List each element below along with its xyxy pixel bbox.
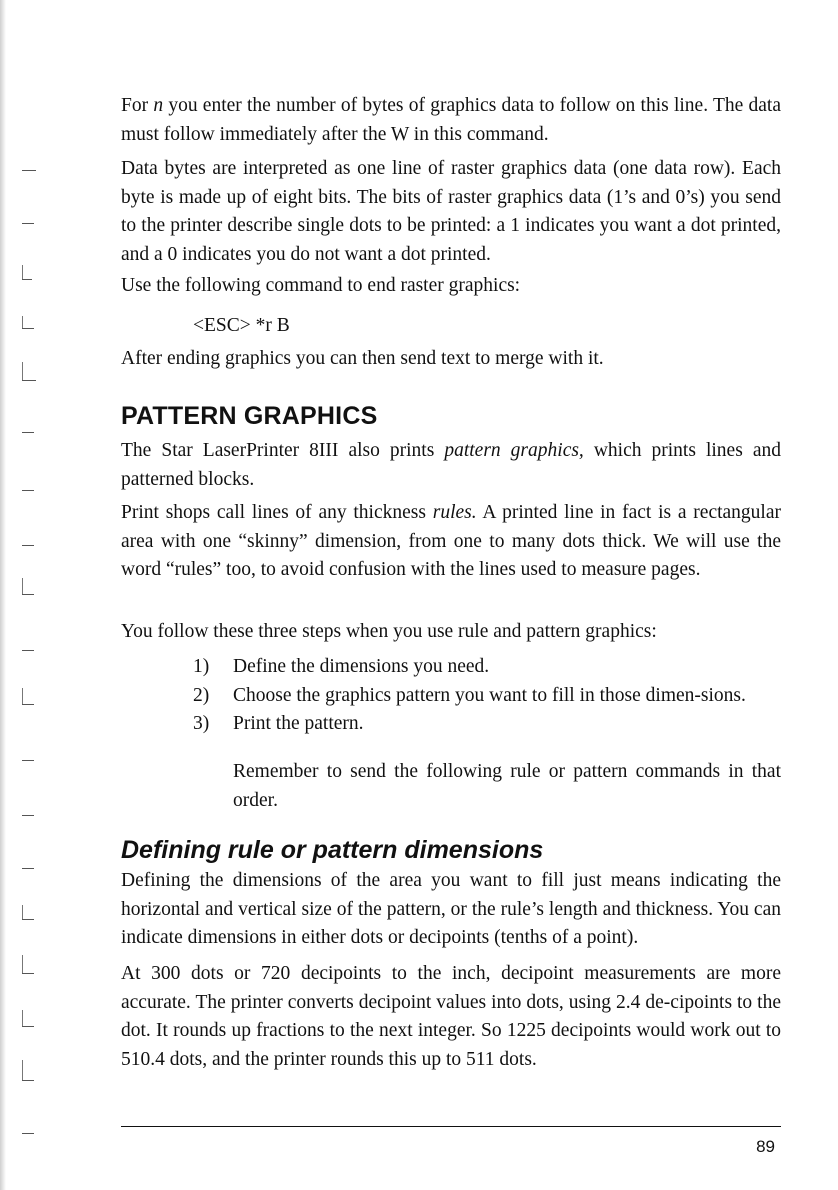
binding-mark	[22, 905, 23, 919]
intro-paragraph-2: Data bytes are interpreted as one line of raster graphics data (one data row). Each byte is made up of eight bits. The bits of raster graphics data (1’s and 0’s) you send to the printer describe single dots to be printed: a 1 indicates you want a dot printed, and a 0 indicates you do not want a dot printed.	[121, 158, 781, 265]
binding-mark	[22, 1010, 23, 1026]
binding-mark	[22, 328, 34, 329]
binding-mark	[22, 760, 34, 761]
binding-mark	[22, 1060, 23, 1080]
binding-mark	[22, 545, 34, 546]
steps-note: Remember to send the following rule or pattern commands in that order.	[233, 761, 781, 811]
list-item: 1) Define the dimensions you need.	[193, 656, 490, 677]
binding-mark	[22, 265, 23, 279]
binding-mark	[22, 170, 36, 171]
pattern-graphics-paragraph-2: Print shops call lines of any thickness rules. A printed line in fact is a rectangular area with one “skinny” dimension, from one to many dots thick. We will use the word “rules” too, to avoid confusion with the lines used to measure pages.	[121, 502, 781, 580]
pattern-graphics-paragraph-1: The Star LaserPrinter 8III also prints pattern graphics, which prints lines and patterned blocks.	[121, 440, 781, 490]
binding-mark	[22, 490, 34, 491]
binding-mark	[22, 1080, 34, 1081]
binding-edge	[0, 0, 60, 1190]
defining-paragraph-1: Defining the dimensions of the area you want to fill just means indicating the horizontal and vertical size of the pattern, or the rule’s length and thickness. You can indicate dimensions in either dots or decipoints (tenths of a point).	[121, 870, 781, 948]
binding-mark	[22, 704, 34, 705]
binding-mark	[22, 578, 23, 594]
binding-mark	[22, 362, 23, 380]
scan-edge-shadow	[0, 0, 6, 1190]
binding-mark	[22, 316, 23, 328]
binding-mark	[22, 432, 34, 433]
binding-mark	[22, 650, 34, 651]
binding-mark	[22, 380, 36, 381]
list-item: 2) Choose the graphics pattern you want to fill in those dimen-sions.	[193, 684, 746, 706]
pattern-graphics-paragraph-3: You follow these three steps when you use rule and pattern graphics:	[121, 621, 657, 642]
intro-paragraph-3: Use the following command to end raster graphics:	[121, 275, 521, 296]
binding-mark	[22, 279, 32, 280]
binding-mark	[22, 1026, 34, 1027]
intro-paragraph-4: After ending graphics you can then send text to merge with it.	[121, 348, 604, 369]
binding-mark	[22, 223, 34, 224]
binding-mark	[22, 919, 34, 920]
list-item: 3) Print the pattern.	[193, 713, 364, 734]
end-graphics-command: <ESC> *r B	[193, 315, 290, 336]
intro-paragraph-1: For n you enter the number of bytes of graphics data to follow on this line. The data must follow immediately after the W in this command.	[121, 95, 781, 145]
binding-mark	[22, 594, 34, 595]
steps-list	[193, 653, 781, 739]
binding-mark	[22, 868, 34, 869]
binding-mark	[22, 973, 34, 974]
page-number: 89	[756, 1137, 775, 1156]
defining-paragraph-2: At 300 dots or 720 decipoints to the inch, decipoint measurements are more accurate. The printer converts decipoint values into dots, using 2.4 de-cipoints to the dot. It rounds up fractions to the next integer. So 1225 decipoints would work out to 510.4 dots, and the printer rounds this up to 511 dots.	[121, 963, 781, 1070]
section-heading: PATTERN GRAPHICS	[121, 402, 378, 430]
binding-mark	[22, 815, 34, 816]
binding-mark	[22, 688, 23, 704]
binding-mark	[22, 955, 23, 973]
variable-n: n	[153, 95, 164, 116]
binding-mark	[22, 1133, 34, 1134]
footer-rule	[121, 1126, 781, 1127]
subsection-heading: Defining rule or pattern dimensions	[121, 836, 544, 864]
